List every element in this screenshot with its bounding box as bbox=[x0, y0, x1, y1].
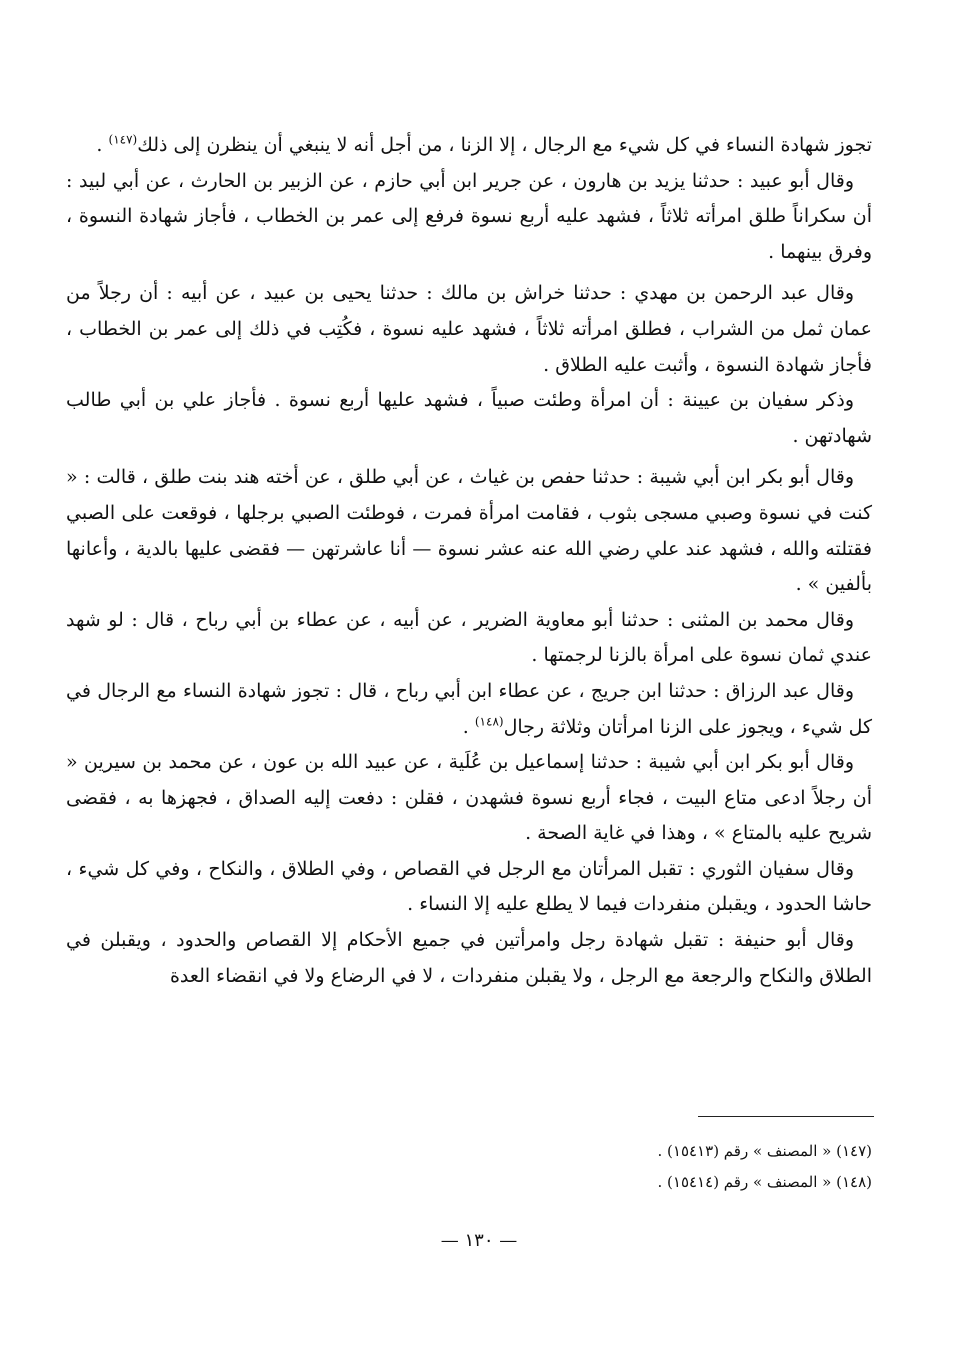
paragraph-10: وقال أبو حنيفة : تقبل شهادة رجل وامرأتين في جميع الأحكام إلا القصاص والحدود ، ويقبلن في الطلاق والنكاح والرجعة مع الرجل ، ولا يقبلن منفردات ، لا في الرضاع ولا في انقضاء العدة bbox=[66, 929, 872, 987]
footnote-ref-148: (١٤٨) bbox=[474, 714, 504, 729]
paragraph-9: وقال سفيان الثوري : تقبل المرأتان مع الرجل في القصاص ، وفي الطلاق ، والنكاح ، وفي كل شيء ، حاشا الحدود ، ويقبلن منفردات فيما لا يطلع عليه إلا النساء . bbox=[66, 857, 872, 916]
footnotes bbox=[272, 1136, 872, 1198]
page-number: — ١٣٠ — bbox=[440, 1230, 518, 1251]
paragraph-3: وقال عبد الرحمن بن مهدي : حدثنا خراش بن مالك : حدثنا يحيى بن عبيد ، عن أبيه : أن رجلاً من عمان ثمل من الشراب ، فطلق امرأته ثلاثاً ، فشهد عليه نسوة ، فكُتِب في ذلك إلى عمر بن الخطاب ، فأجاز شهادة النسوة ، وأثبت عليه الطلاق . bbox=[66, 282, 872, 376]
footnote-148: (١٤٨) « المصنف » رقم (١٥٤١٤) . bbox=[657, 1173, 872, 1191]
paragraph-text: تجوز شهادة النساء في كل شيء مع الرجال ، إلا الزنا ، من أجل أنه لا ينبغي أن ينظرن إلى ذلك bbox=[137, 134, 872, 156]
paragraph-8: وقال أبو بكر ابن أبي شيبة : حدثنا إسماعيل بن عُلَية ، عن عبيد الله بن عون ، عن محمد بن سيرين « أن رجلاً ادعى متاع البيت ، فجاء أربع نسوة فشهدن ، فقلن : دفعت إليه الصداق ، فجهزها به ، فقضى شريح عليه بالمتاع » ، وهذا في غاية الصحة . bbox=[66, 751, 873, 845]
paragraph-5: وقال أبو بكر ابن أبي شيبة : حدثنا حفص بن غياث ، عن أبي طلق ، عن أخته هند بنت طلق ، قالت : « كنت في نسوة وصبي مسجى بثوب ، فقامت امرأة فمرت ، فوطئت الصبي برجلها ، فوقعت على الصبي فقتلته والله ، فشهد عند علي رضي الله عنه عشر نسوة — أنا عاشرتهن — فقضى عليها بالدية ، وأعانها بألفين » . bbox=[66, 466, 872, 596]
paragraph-end: . bbox=[96, 134, 109, 156]
paragraph-4: وذكر سفيان بن عيينة : أن امرأة وطئت صبياً ، فشهد عليها أربع نسوة . فأجاز علي بن أبي طالب شهادتهن . bbox=[66, 389, 872, 447]
paragraph-6: وقال محمد بن المثنى : حدثنا أبو معاوية الضرير ، عن أبيه ، عن عطاء بن أبي رباح ، قال : لو شهد عندي ثمان نسوة على امرأة بالزنا لرجمتها . bbox=[66, 608, 872, 667]
footnote-ref-147: (١٤٧) bbox=[108, 132, 138, 147]
footnote-147: (١٤٧) « المصنف » رقم (١٥٤١٣) . bbox=[657, 1142, 872, 1160]
paragraph-end: . bbox=[462, 715, 475, 738]
paragraph-7 bbox=[66, 674, 872, 745]
paragraph-2: وقال أبو عبيد : حدثنا يزيد بن هارون ، عن جرير ابن أبي حازم ، عن الزبير بن الحارث ، عن أبي لبيد : أن سكراناً طلق امرأته ثلاثاً ، فشهد عليه أربع نسوة فرفع إلى عمر بن الخطاب ، فأجاز شهادة النسوة ، وفرق بينهما . bbox=[66, 169, 872, 263]
paragraph-1 bbox=[66, 128, 872, 164]
footnote-divider bbox=[698, 1116, 874, 1117]
main-text bbox=[66, 128, 872, 994]
paragraph-text: وقال عبد الرزاق : حدثنا ابن جريج ، عن عطاء ابن أبي رباح ، قال : تجوز شهادة النساء مع الرجال في كل شيء ، ويجوز على الزنا امرأتان وثلاثة رجال bbox=[66, 679, 872, 738]
